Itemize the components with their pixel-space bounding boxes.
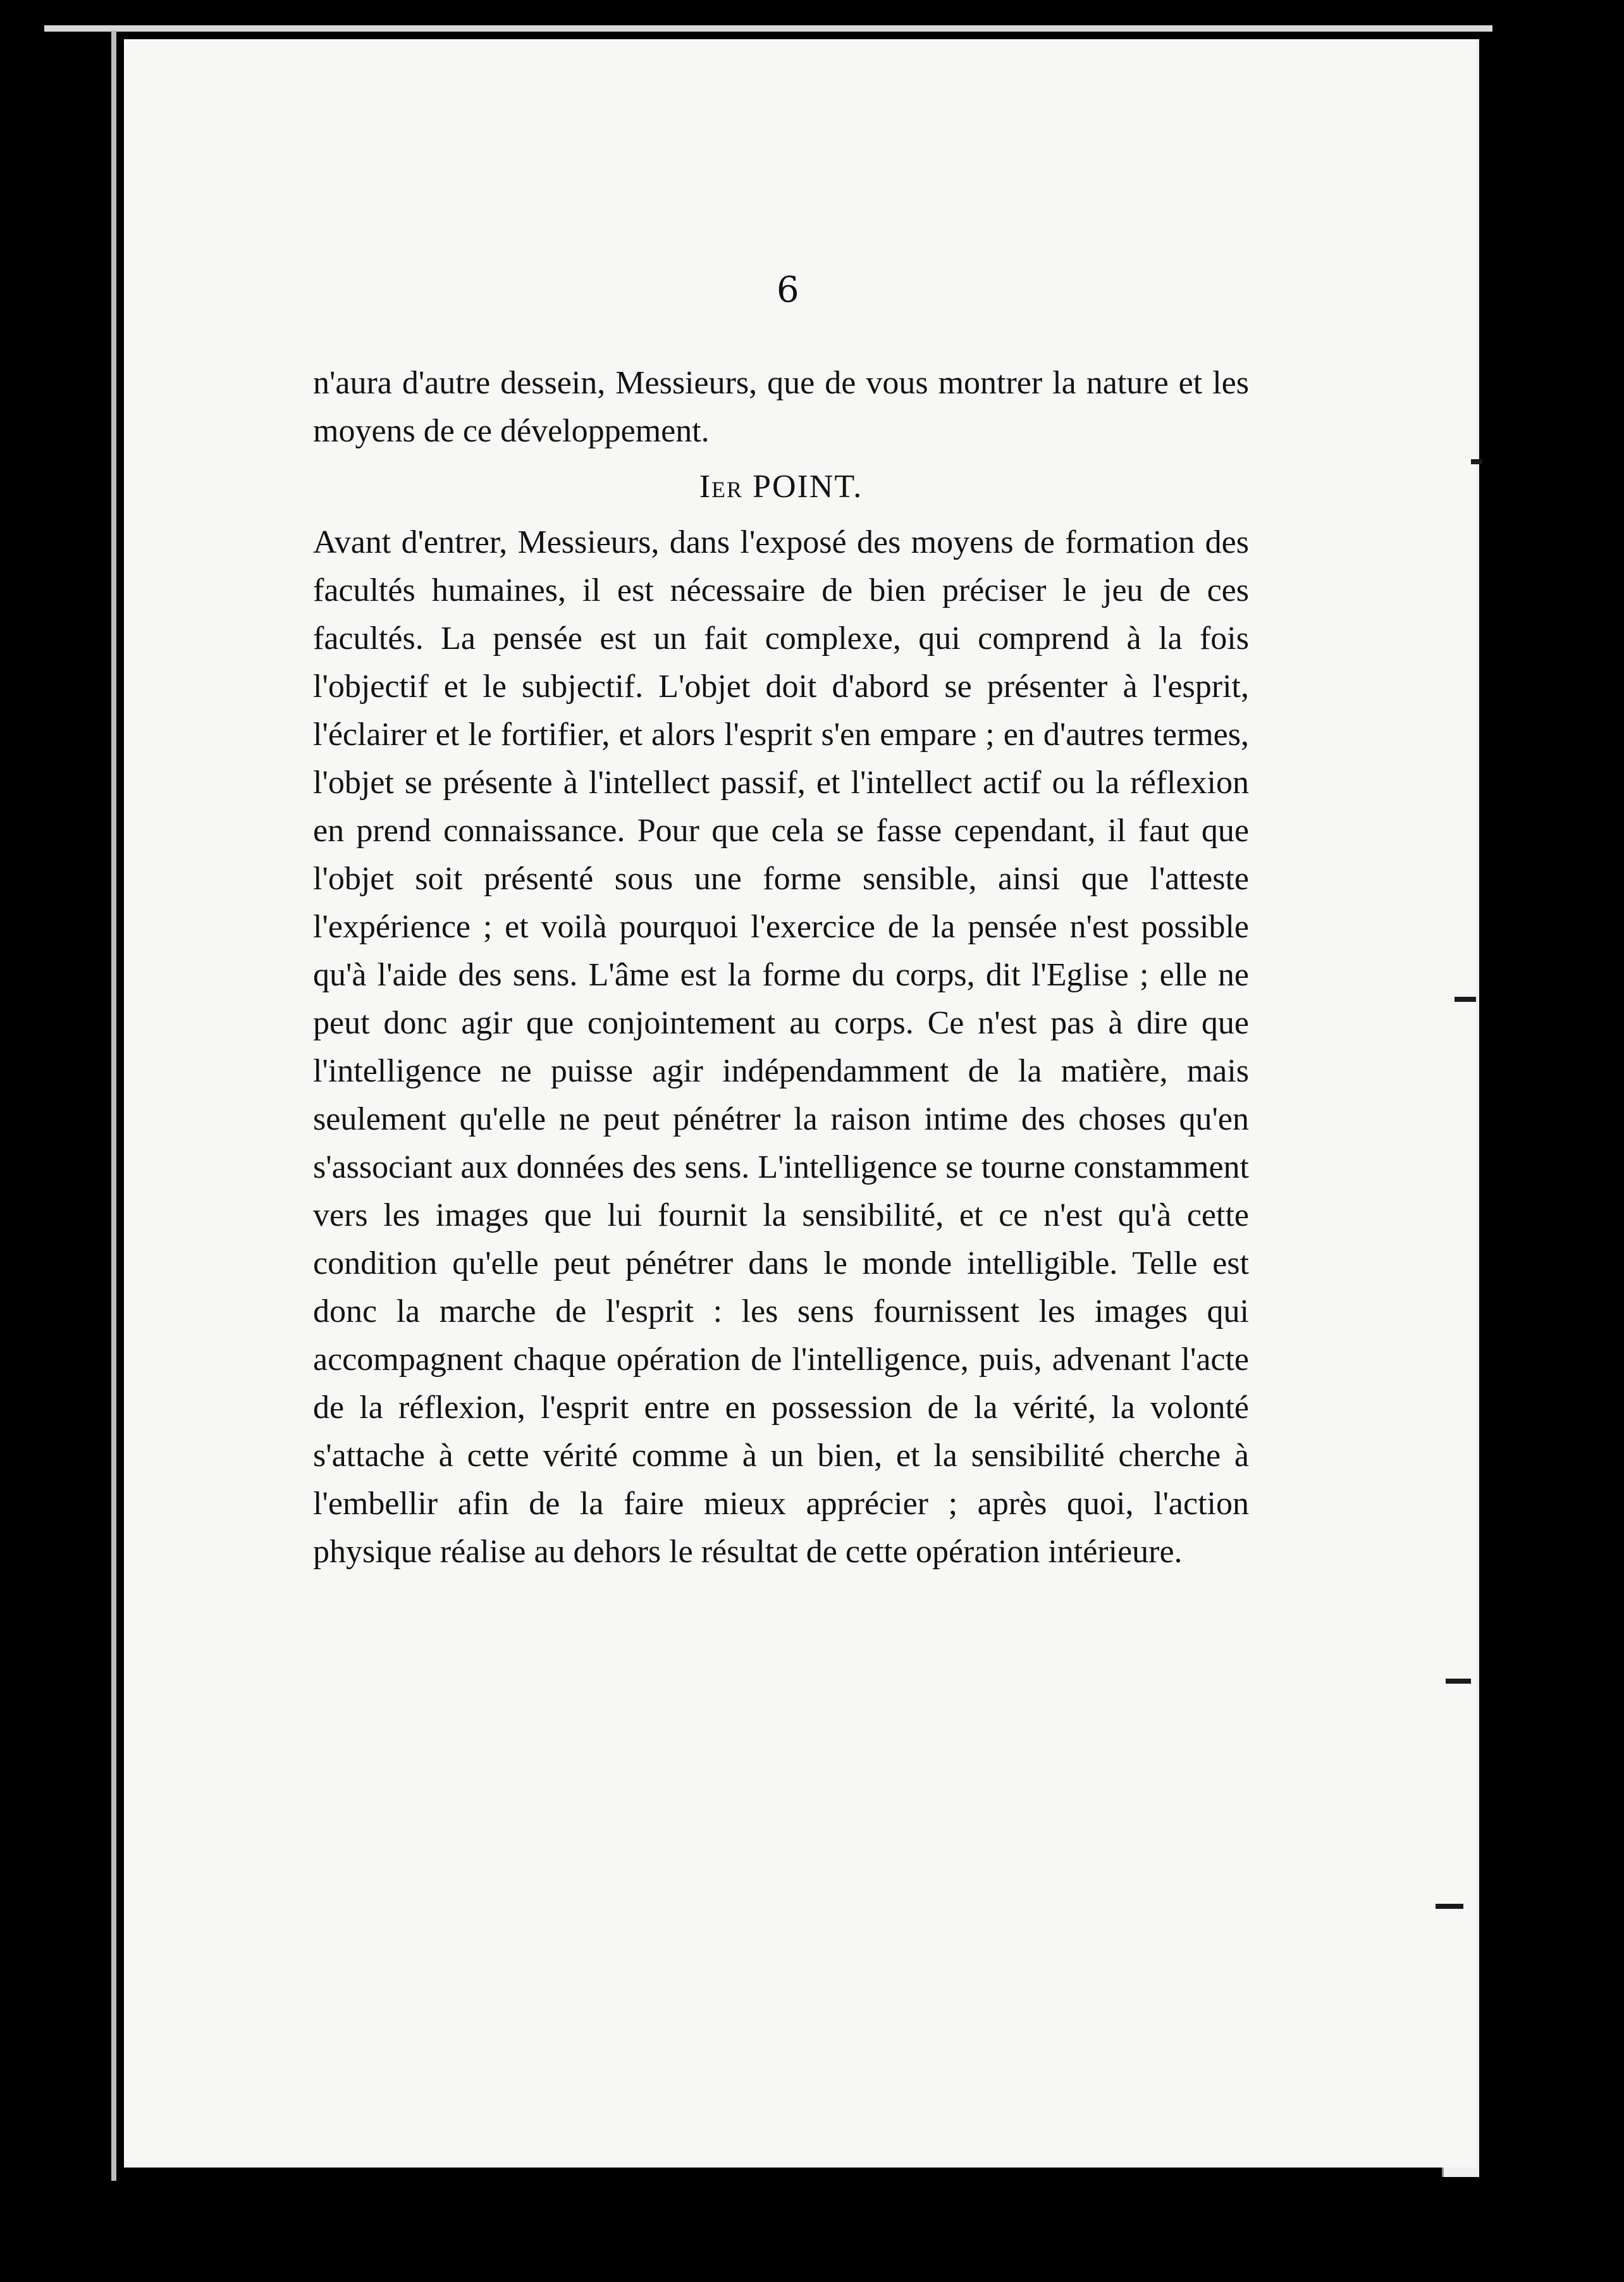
section-title: Ier POINT. [699, 469, 863, 505]
main-paragraph: Avant d'entrer, Messieurs, dans l'exposé des moyens de formation des facultés humaines, il est nécessaire de bien préciser le jeu de ces facultés. La pensée est un fait complexe, qui comprend à la fois l'objectif et le subjectif. L'objet doit d'abord se présenter à l'esprit, l'éclairer et le fortifier, et alors l'esprit s'en empare ; en d'autres termes, l'objet se présente à l'intellect passif, et l'intellect actif ou la réflexion en prend connaissance. Pour que cela se fasse cependant, il faut que l'objet soit présenté sous une forme sensible, ainsi que l'atteste l'expérience ; et voilà pourquoi l'exercice de la pensée n'est possible qu'à l'aide des sens. L'âme est la forme du corps, dit l'Eglise ; elle ne peut donc agir que conjointement au corps. Ce n'est pas à dire que l'intelligence ne puisse agir indépendamment de la matière, mais seulement qu'elle ne peut pénétrer la raison intime des choses qu'en s'associant aux données des sens. L'intelligence se tourne constamment vers les images que lui fournit la sensibilité, et ce n'est qu'à cette condition qu'elle peut pénétrer dans le monde intelligible. Telle est donc la marche de l'esprit : les sens fournissent les images qui accompagnent chaque opération de l'intelligence, puis, advenant l'acte de la réflexion, l'esprit entre en possession de la vérité, la volonté s'attache à cette vérité comme à un bien, et la sensibilité cherche à l'embellir afin de la faire mieux apprécier ; après quoi, l'action physique réalise au dehors le résultat de cette opération intérieure. [313, 524, 1249, 1570]
scan-top-edge [44, 25, 1492, 32]
page-number: 6 [777, 269, 799, 311]
scan-artifact [1471, 459, 1482, 464]
scan-left-edge [111, 30, 116, 2181]
scan-artifact [1446, 1679, 1471, 1684]
page-body [313, 359, 1249, 1576]
scan-artifact [1455, 997, 1476, 1002]
scan-artifact [1436, 1904, 1463, 1909]
intro-text: n'aura d'autre dessein, Messieurs, que de vous montrer la nature et les moyens de ce développement. [313, 365, 1249, 449]
